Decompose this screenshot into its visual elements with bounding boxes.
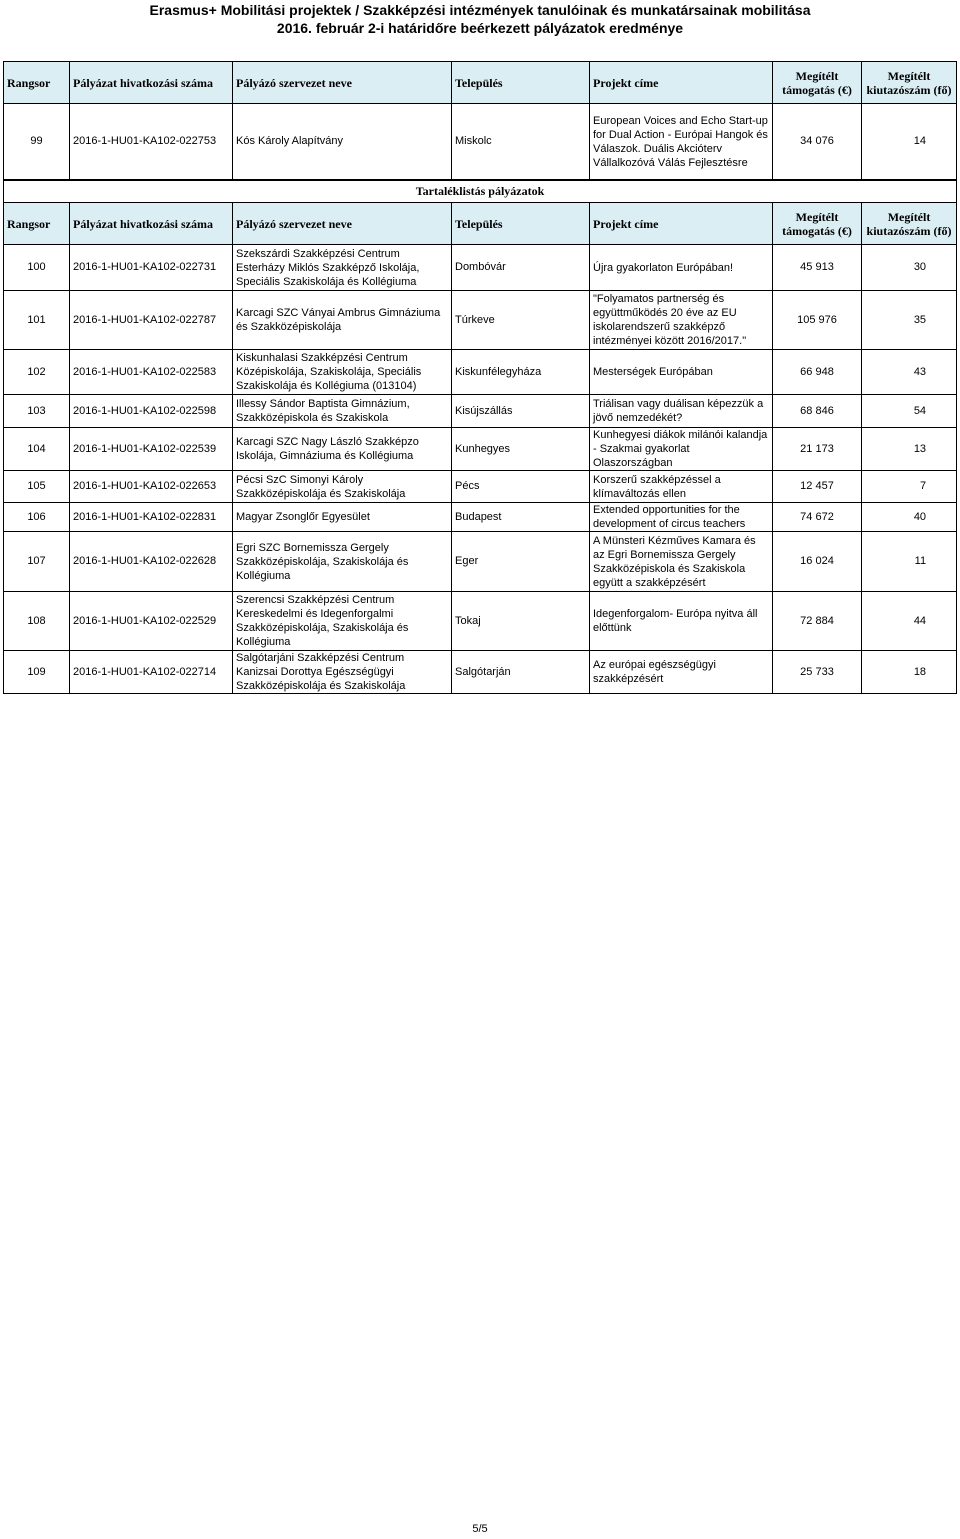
ref-cell: 2016-1-HU01-KA102-022787 [70,291,233,350]
count-cell: 44 [862,592,957,651]
reserve-table [3,180,957,694]
city-cell: Budapest [452,503,590,532]
reserve-label-row [4,181,957,203]
rank-cell: 106 [4,503,70,532]
col-title: Projekt címe [590,62,773,104]
grant-cell: 68 846 [773,395,862,428]
col-org: Pályázó szervezet neve [233,203,452,245]
table-row [4,471,957,503]
header-row [4,62,957,104]
ref-cell: 2016-1-HU01-KA102-022653 [70,471,233,503]
grant-cell: 16 024 [773,532,862,592]
document-subtitle: 2016. február 2-i határidőre beérkezett pályázatok eredménye [276,20,684,36]
col-org: Pályázó szervezet neve [233,62,452,104]
table-row [4,395,957,428]
table-row [4,428,957,471]
col-grant: Megítélt támogatás (€) [773,203,862,245]
col-count: Megítélt kiutazószám (fő) [862,203,957,245]
ref-cell: 2016-1-HU01-KA102-022753 [70,104,233,180]
table-row [4,291,957,350]
city-cell: Eger [452,532,590,592]
ref-cell: 2016-1-HU01-KA102-022714 [70,651,233,694]
title-cell: Triálisan vagy duálisan képezzük a jövő nemzedékét? [590,395,773,428]
grant-cell: 72 884 [773,592,862,651]
table-row [4,104,957,180]
title-cell: Korszerű szakképzéssel a klímaváltozás ellen [590,471,773,503]
count-cell: 14 [862,104,957,180]
rank-cell: 103 [4,395,70,428]
org-cell: Karcagi SZC Ványai Ambrus Gimnáziuma és Szakközépiskolája [233,291,452,350]
table-row [4,350,957,395]
org-cell: Pécsi SzC Simonyi Károly Szakközépiskolája és Szakiskolája [233,471,452,503]
title-cell: Kunhegyesi diákok milánói kalandja - Szakmai gyakorlat Olaszországban [590,428,773,471]
page-number: 5/5 [472,1523,488,1535]
org-cell: Karcagi SZC Nagy László Szakképzo Iskolája, Gimnáziuma és Kollégiuma [233,428,452,471]
grant-cell: 34 076 [773,104,862,180]
ref-cell: 2016-1-HU01-KA102-022539 [70,428,233,471]
col-grant: Megítélt támogatás (€) [773,62,862,104]
table-row [4,245,957,291]
col-rank: Rangsor [4,62,70,104]
org-cell: Szekszárdi Szakképzési Centrum Esterházy Miklós Szakképző Iskolája, Speciális Szakiskolája és Kollégiuma [233,245,452,291]
col-ref: Pályázat hivatkozási száma [70,62,233,104]
ref-cell: 2016-1-HU01-KA102-022731 [70,245,233,291]
org-cell: Magyar Zsonglőr Egyesület [233,503,452,532]
count-cell: 7 [862,471,957,503]
document-title: Erasmus+ Mobilitási projektek / Szakképzési intézmények tanulóinak és munkatársainak mobilitása [149,2,811,18]
count-cell: 40 [862,503,957,532]
org-cell: Salgótarjáni Szakképzési Centrum Kanizsai Dorottya Egészségügyi Szakközépiskolája és Szakiskolája [233,651,452,694]
city-cell: Kiskunfélegyháza [452,350,590,395]
grant-cell: 21 173 [773,428,862,471]
rank-cell: 99 [4,104,70,180]
city-cell: Tokaj [452,592,590,651]
org-cell: Illessy Sándor Baptista Gimnázium, Szakközépiskola és Szakiskola [233,395,452,428]
ref-cell: 2016-1-HU01-KA102-022529 [70,592,233,651]
grant-cell: 74 672 [773,503,862,532]
title-cell: Extended opportunities for the development of circus teachers [590,503,773,532]
col-ref: Pályázat hivatkozási száma [70,203,233,245]
org-cell: Egri SZC Bornemissza Gergely Szakközépiskolája, Szakiskolája és Kollégiuma [233,532,452,592]
rank-cell: 109 [4,651,70,694]
city-cell: Kisújszállás [452,395,590,428]
funded-table [3,61,957,180]
grant-cell: 45 913 [773,245,862,291]
org-cell: Kós Károly Alapítvány [233,104,452,180]
rank-cell: 102 [4,350,70,395]
col-city: Település [452,62,590,104]
reserve-label: Tartaléklistás pályázatok [4,181,957,203]
rank-cell: 101 [4,291,70,350]
title-cell: A Münsteri Kézműves Kamara és az Egri Bornemissza Gergely Szakközépiskola és Szakiskola együtt a szakképzésért [590,532,773,592]
col-rank: Rangsor [4,203,70,245]
city-cell: Túrkeve [452,291,590,350]
col-count: Megítélt kiutazószám (fő) [862,62,957,104]
title-cell: Az európai egészségügyi szakképzésért [590,651,773,694]
city-cell: Pécs [452,471,590,503]
table-row [4,592,957,651]
ref-cell: 2016-1-HU01-KA102-022598 [70,395,233,428]
rank-cell: 105 [4,471,70,503]
title-cell: Idegenforgalom- Európa nyitva áll előttünk [590,592,773,651]
rank-cell: 108 [4,592,70,651]
count-cell: 54 [862,395,957,428]
table-row [4,651,957,694]
rank-cell: 107 [4,532,70,592]
title-cell: European Voices and Echo Start-up for Dual Action - Európai Hangok és Válaszok. Duális Akcióterv Vállalkozóvá Válás Fejlesztésre [590,104,773,180]
count-cell: 18 [862,651,957,694]
count-cell: 11 [862,532,957,592]
title-cell: Mesterségek Európában [590,350,773,395]
col-title: Projekt címe [590,203,773,245]
org-cell: Kiskunhalasi Szakképzési Centrum Középiskolája, Szakiskolája, Speciális Szakiskolája és Kollégiuma (013104) [233,350,452,395]
count-cell: 30 [862,245,957,291]
grant-cell: 66 948 [773,350,862,395]
city-cell: Miskolc [452,104,590,180]
city-cell: Kunhegyes [452,428,590,471]
ref-cell: 2016-1-HU01-KA102-022628 [70,532,233,592]
rank-cell: 100 [4,245,70,291]
grant-cell: 25 733 [773,651,862,694]
table-row [4,532,957,592]
count-cell: 43 [862,350,957,395]
city-cell: Dombóvár [452,245,590,291]
table-row [4,503,957,532]
count-cell: 13 [862,428,957,471]
grant-cell: 12 457 [773,471,862,503]
header-row [4,203,957,245]
grant-cell: 105 976 [773,291,862,350]
title-cell: "Folyamatos partnerség és együttműködés 20 éve az EU iskolarendszerű szakképző intézményei között 2016/2017." [590,291,773,350]
ref-cell: 2016-1-HU01-KA102-022831 [70,503,233,532]
col-city: Település [452,203,590,245]
title-cell: Újra gyakorlaton Európában! [590,245,773,291]
count-cell: 35 [862,291,957,350]
city-cell: Salgótarján [452,651,590,694]
org-cell: Szerencsi Szakképzési Centrum Kereskedelmi és Idegenforgalmi Szakközépiskolája, Szakiskolája és Kollégiuma [233,592,452,651]
rank-cell: 104 [4,428,70,471]
ref-cell: 2016-1-HU01-KA102-022583 [70,350,233,395]
